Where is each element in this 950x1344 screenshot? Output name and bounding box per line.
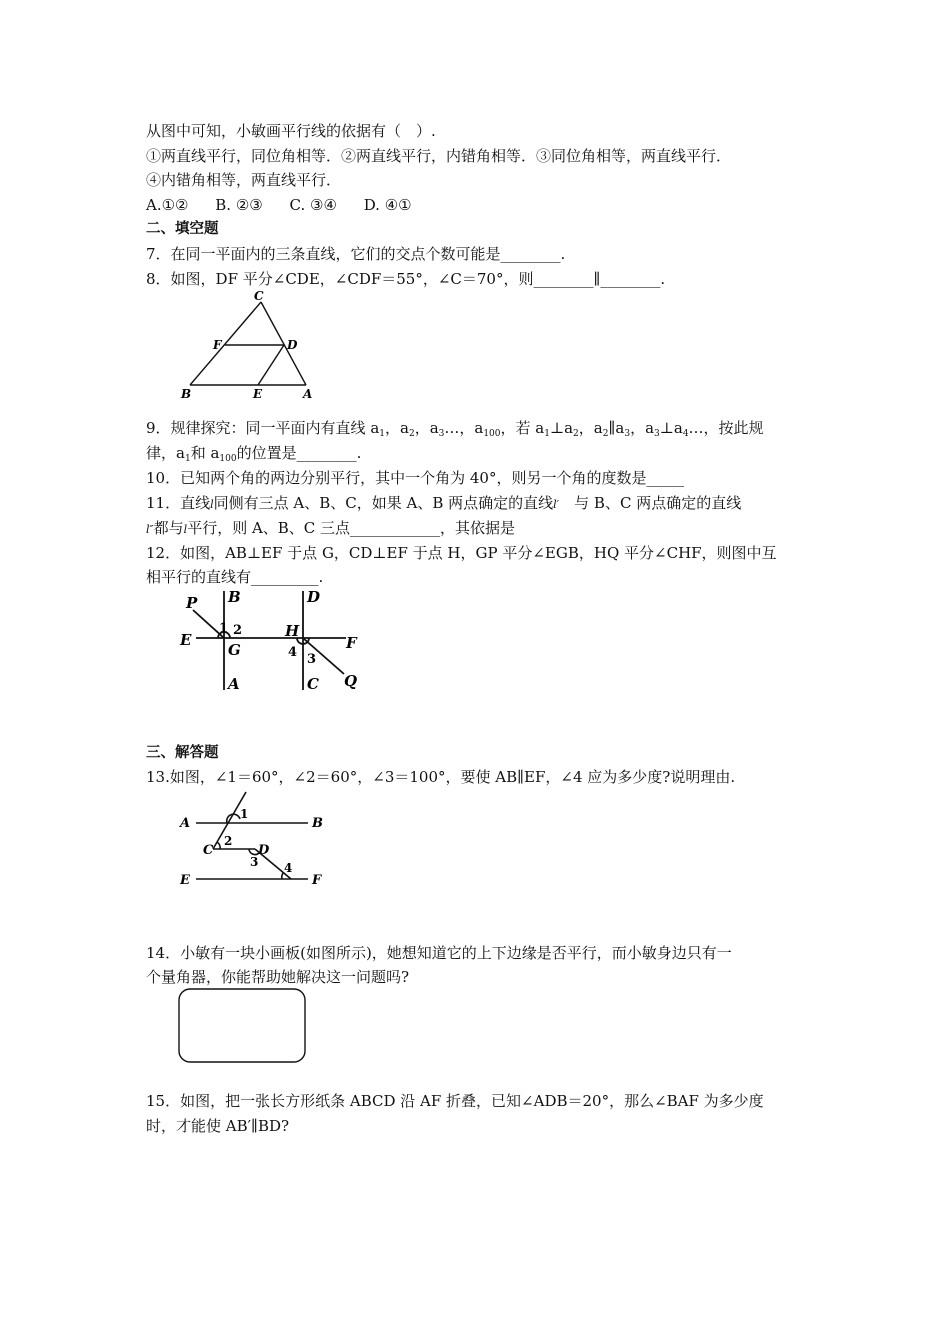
line-symbol: l″: [146, 523, 154, 536]
angle-label-1: 1: [240, 807, 249, 821]
label-a: A: [228, 675, 240, 693]
q6-options: [146, 195, 816, 215]
subscript: 3: [624, 429, 631, 439]
subscript: 3: [654, 429, 660, 439]
q12-perpendicular-figure: [176, 586, 376, 696]
section2-title: 二、填空题: [146, 221, 219, 237]
subscript: 2: [408, 429, 415, 439]
label-q: Q: [344, 672, 358, 690]
q15-line1: 15．如图，把一张长方形纸条 ABCD 沿 AF 折叠，已知∠ADB＝20°，那么∠BAF 为多少度: [146, 1092, 764, 1110]
label-e: E: [180, 631, 192, 649]
q8-text: 8．如图，DF 平分∠CDE，∠CDF＝55°，∠C＝70°，则________∥________.: [146, 270, 666, 288]
q6-option-d: D. ④①: [363, 196, 412, 214]
q8-triangle-figure: [176, 288, 326, 402]
subscript: 100: [483, 429, 501, 439]
subscript: 2: [602, 429, 609, 439]
subscript: 2: [573, 429, 579, 439]
q11-text: 同侧有三点 A、B、C，如果 A、B 两点确定的直线: [213, 494, 554, 512]
angle-label-2: 2: [224, 834, 233, 848]
q11-text: 平行，则 A、B、C 三点____________，其依据是: [187, 519, 516, 537]
q14-line1: 14．小敏有一块小画板(如图所示)，她想知道它的上下边缘是否平行，而小敏身边只有一: [146, 944, 732, 962]
q12-line1: 12．如图，AB⊥EF 于点 G，CD⊥EF 于点 H，GP 平分∠EGB，HQ 平分∠CHF，则图中互: [146, 544, 777, 562]
label-c: C: [307, 675, 319, 693]
q6-option-b: B. ②③: [215, 196, 263, 214]
label-d: D: [307, 588, 321, 606]
q9-text: ，a: [578, 419, 603, 437]
q9-text: 律，a: [146, 444, 185, 462]
angle-label-4: 4: [284, 861, 293, 875]
subscript: 1: [544, 429, 550, 439]
angle-label-2: 2: [233, 623, 243, 638]
label-f: F: [312, 873, 322, 888]
q9-text: ⊥a: [659, 419, 683, 437]
q11-text: 与 B、C 两点确定的直线: [574, 494, 742, 512]
angle-mark-2: [217, 842, 220, 849]
q13-parallel-figure: [176, 786, 336, 892]
label-e: E: [180, 873, 190, 888]
q9-text: ∥a: [608, 419, 625, 437]
q6-stem: 从图中可知，小敏画平行线的依据有（ ）.: [146, 122, 436, 140]
label-d: D: [287, 338, 298, 352]
label-e: E: [253, 387, 263, 401]
label-d: D: [258, 843, 270, 858]
label-f: F: [346, 634, 357, 652]
q7-text: 7．在同一平面内的三条直线，它们的交点个数可能是________.: [146, 245, 566, 263]
q9-text: ，a: [385, 419, 409, 437]
q6-reasons-line2: ④内错角相等，两直线平行．: [146, 171, 342, 189]
q9-text: ，a: [414, 419, 439, 437]
label-c: C: [203, 843, 214, 858]
q9-text: 和 a: [190, 444, 220, 462]
angle-label-1: 1: [219, 621, 229, 636]
line-bc: [190, 302, 261, 385]
q11-line1: [146, 493, 816, 515]
q6-reasons-line1: ①两直线平行，同位角相等．②两直线平行，内错角相等．③同位角相等，两直线平行．: [146, 147, 732, 165]
q14-drawing-board-figure: [176, 986, 310, 1066]
q6-option-a: A.①②: [146, 196, 189, 214]
q13-text: 13.如图，∠1＝60°，∠2＝60°，∠3＝100°，要使 AB∥EF，∠4 应为多少度?说明理由.: [146, 768, 736, 786]
line-de: [258, 345, 284, 385]
label-b: B: [181, 387, 192, 401]
angle-mark-4: [282, 873, 283, 879]
q9-text: ，a: [630, 419, 655, 437]
q14-line2: 个量角器，你能帮助她解决这一问题吗?: [146, 968, 410, 986]
line-ca: [261, 302, 306, 385]
angle-label-3: 3: [307, 652, 317, 667]
label-p: P: [186, 594, 198, 612]
q9-text: …，按此规: [688, 419, 764, 437]
q9-text: 的位置是________.: [236, 444, 362, 462]
label-b: B: [312, 816, 323, 831]
subscript: 1: [379, 429, 385, 439]
angle-label-4: 4: [288, 645, 298, 660]
angle-label-3: 3: [250, 855, 259, 869]
q15-line2: 时，才能使 AB′∥BD?: [146, 1117, 290, 1135]
label-a: A: [180, 816, 191, 831]
label-h: H: [285, 622, 300, 640]
line-symbol: l: [183, 523, 188, 536]
q9-line2: [146, 443, 816, 469]
subscript: 100: [219, 454, 237, 464]
q9-text: 9．规律探究：同一平面内有直线 a: [146, 419, 380, 437]
q6-option-c: C. ③④: [289, 196, 337, 214]
q11-text: 11．直线: [146, 494, 211, 512]
drawing-board-outline: [179, 989, 305, 1062]
q12-line2: 相平行的直线有_________.: [146, 568, 324, 586]
q9-text: ，若 a: [500, 419, 545, 437]
label-b: B: [228, 588, 241, 606]
q11-text: 都与: [153, 519, 184, 537]
q9-line1: [146, 418, 816, 444]
q9-text: ⊥a: [549, 419, 574, 437]
subscript: 3: [438, 429, 445, 439]
label-g: G: [228, 641, 241, 659]
subscript: 4: [682, 429, 689, 439]
label-c: C: [254, 289, 264, 303]
q10-text: 10．已知两个角的两边分别平行，其中一个角为 40°，则另一个角的度数是_____: [146, 469, 684, 487]
section3-title: 三、解答题: [146, 745, 219, 761]
subscript: 1: [184, 454, 191, 464]
line-symbol: l: [210, 498, 214, 511]
label-f: F: [213, 338, 222, 352]
label-a: A: [303, 387, 313, 401]
q9-text: …，a: [444, 419, 484, 437]
line-symbol: l′: [553, 498, 560, 511]
q11-line2: [146, 518, 816, 540]
